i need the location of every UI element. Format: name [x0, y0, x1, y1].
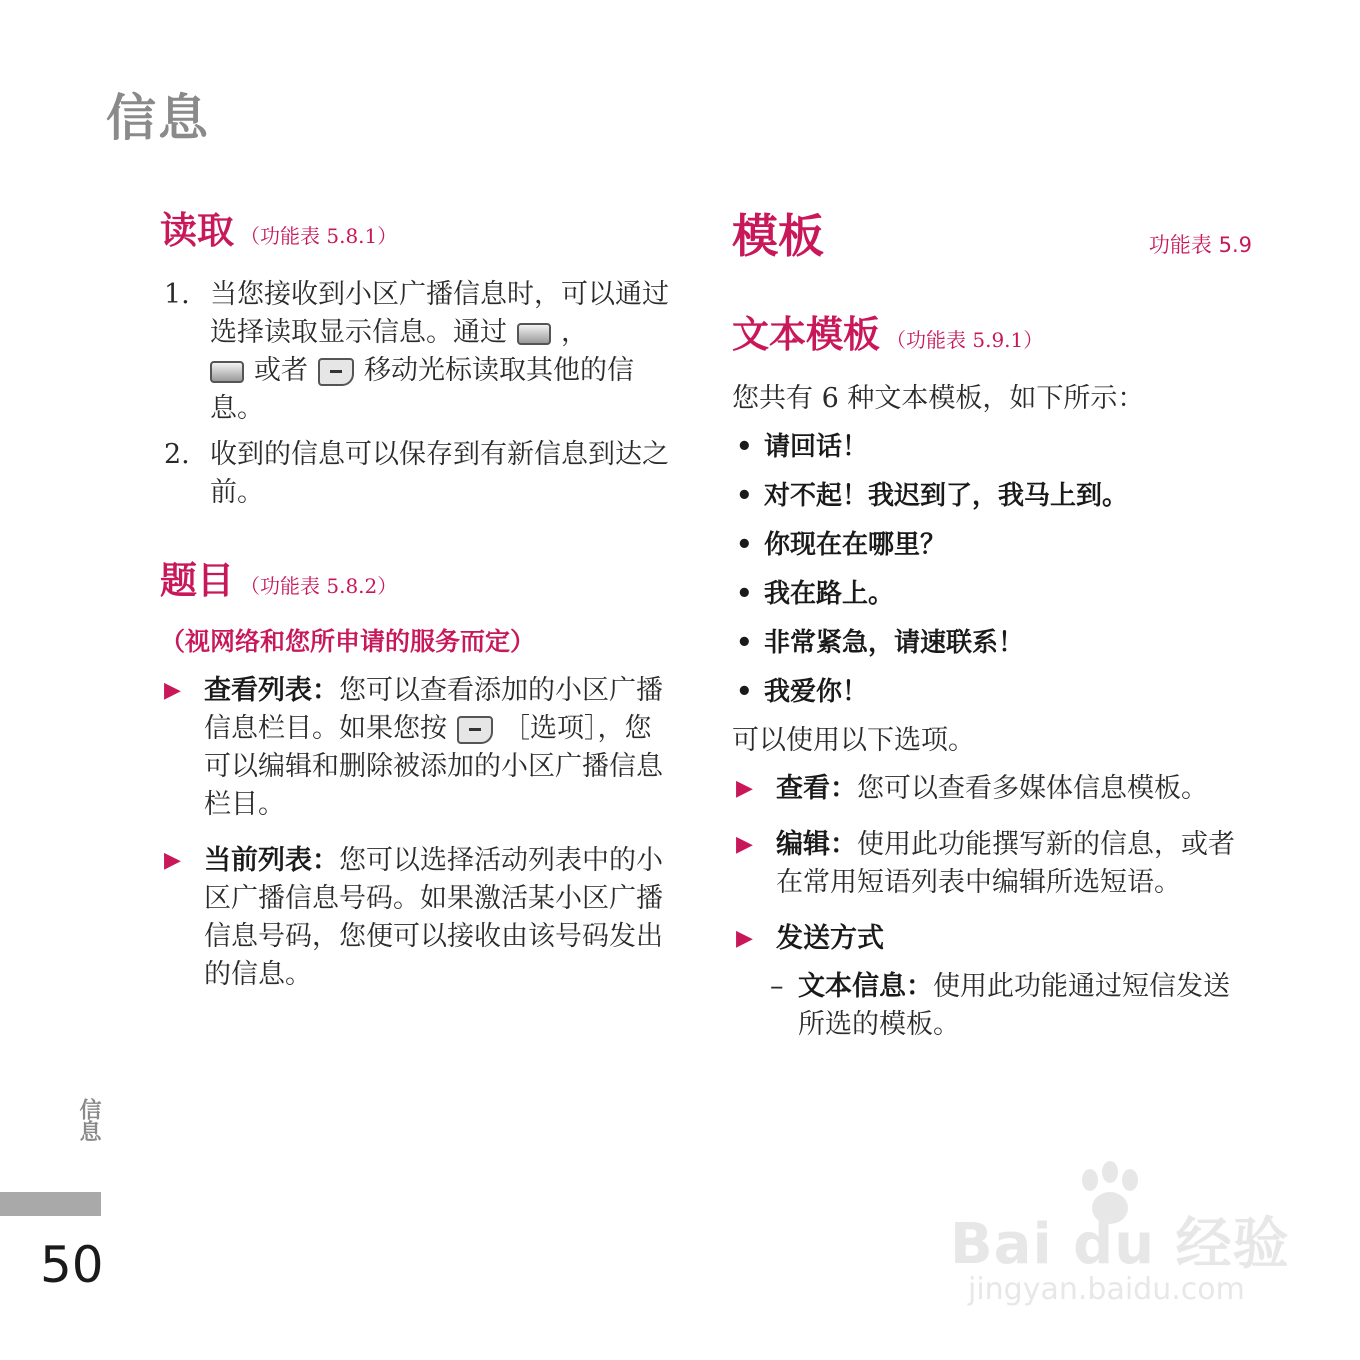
read-title: 读取 — [160, 208, 234, 252]
item-text — [204, 672, 670, 824]
bullet-icon: • — [736, 677, 753, 707]
templates-ref: 功能表 5.9 — [1148, 233, 1252, 257]
sub-option-item — [770, 968, 1252, 1044]
templates-heading — [732, 200, 1252, 266]
text-templates-ref: （功能表 5.9.1） — [886, 328, 1044, 352]
item-text: 收到的信息可以保存到有新信息到达之前。 — [210, 439, 669, 508]
list-item — [160, 276, 670, 428]
text-span: 您可以选择活动列表中的小区广播信息号码。如果激活某小区广播信息号码，您便可以接收由该号码发出的信息。 — [204, 845, 663, 990]
option-item — [732, 920, 1252, 958]
option-label: 编辑： — [776, 829, 857, 860]
item-text — [776, 826, 1252, 902]
list-item — [160, 842, 670, 994]
text-span: 使用此功能撰写新的信息，或者在常用短语列表中编辑所选短语。 — [776, 829, 1235, 898]
watermark-url: jingyan.baidu.com — [968, 1272, 1245, 1307]
side-tab-bar — [0, 1192, 101, 1216]
bullet-icon: • — [736, 579, 753, 609]
bullet-icon: • — [736, 530, 753, 560]
option-item — [732, 826, 1252, 902]
side-section-label: 信息 — [76, 1098, 101, 1142]
page-number: 50 — [40, 1236, 104, 1294]
template-text: 我在路上。 — [764, 579, 895, 609]
list-item — [160, 672, 670, 824]
template-item — [732, 477, 1252, 515]
text-span: ［选项］，您可以编辑和删除被添加的小区广播信息栏目。 — [204, 713, 663, 820]
bullet-icon: • — [736, 481, 753, 511]
text-templates-heading — [732, 304, 1252, 358]
soft-key-icon — [457, 716, 493, 744]
template-item — [732, 575, 1252, 613]
text-span: 使用此功能通过短信发送所选的模板。 — [798, 971, 1230, 1040]
template-text: 我爱你！ — [764, 677, 869, 707]
template-text: 非常紧急，请速联系！ — [764, 628, 1025, 658]
text-span: 或者 — [254, 355, 308, 386]
text-templates-title: 文本模板 — [732, 312, 880, 356]
triangle-right-icon: ▶ — [736, 776, 753, 801]
dash-icon: – — [770, 971, 784, 1002]
topic-ref: （功能表 5.8.2） — [240, 574, 398, 598]
watermark-text: Bai du 经验 — [950, 1212, 1290, 1277]
topic-note: （视网络和您所申请的服务而定） — [160, 627, 536, 656]
triangle-right-icon: ▶ — [164, 848, 181, 873]
template-text: 你现在在哪里？ — [764, 530, 947, 560]
list-item — [160, 436, 670, 512]
text-span: 您可以查看多媒体信息模板。 — [857, 773, 1208, 804]
bullet-icon: • — [736, 432, 753, 462]
option-item — [732, 770, 1252, 808]
page-title: 信息 — [106, 89, 210, 147]
triangle-right-icon: ▶ — [164, 678, 181, 703]
template-text: 对不起！我迟到了，我马上到。 — [764, 481, 1129, 511]
item-text — [776, 920, 1252, 958]
option-label: 发送方式 — [776, 923, 884, 954]
options-intro: 可以使用以下选项。 — [732, 725, 975, 756]
template-item — [732, 673, 1252, 711]
text-span: 移动光标读取其他的信息。 — [210, 355, 634, 424]
item-text — [776, 770, 1252, 808]
left-column — [160, 200, 670, 1012]
template-item — [732, 624, 1252, 662]
templates-title: 模板 — [732, 209, 824, 263]
item-label: 查看列表： — [204, 675, 339, 706]
bullet-icon: • — [736, 628, 753, 658]
right-column — [732, 200, 1252, 1044]
triangle-right-icon: ▶ — [736, 926, 753, 951]
item-number: 2. — [164, 439, 190, 470]
text-span: ， — [561, 317, 588, 348]
nav-key-icon — [517, 323, 551, 345]
soft-key-icon — [318, 358, 354, 386]
read-heading — [160, 200, 670, 254]
triangle-right-icon: ▶ — [736, 832, 753, 857]
item-text — [798, 968, 1252, 1044]
watermark — [950, 1160, 1290, 1310]
item-text — [204, 842, 670, 994]
template-text: 请回话！ — [764, 432, 869, 462]
templates-intro: 您共有 6 种文本模板，如下所示： — [732, 383, 1145, 414]
template-item — [732, 526, 1252, 564]
item-label: 当前列表： — [204, 845, 339, 876]
option-label: 文本信息： — [798, 971, 933, 1002]
option-label: 查看： — [776, 773, 857, 804]
text-span: 当您接收到小区广播信息时，可以通过选择读取显示信息。通过 — [210, 279, 669, 348]
read-ref: （功能表 5.8.1） — [240, 224, 398, 248]
topic-heading — [160, 550, 670, 604]
topic-title: 题目 — [160, 558, 234, 602]
template-item — [732, 428, 1252, 466]
text-span: 您可以查看添加的小区广播信息栏目。如果您按 — [204, 675, 663, 744]
nav-key-icon — [210, 361, 244, 383]
item-number: 1. — [164, 279, 190, 310]
item-text — [210, 276, 670, 428]
